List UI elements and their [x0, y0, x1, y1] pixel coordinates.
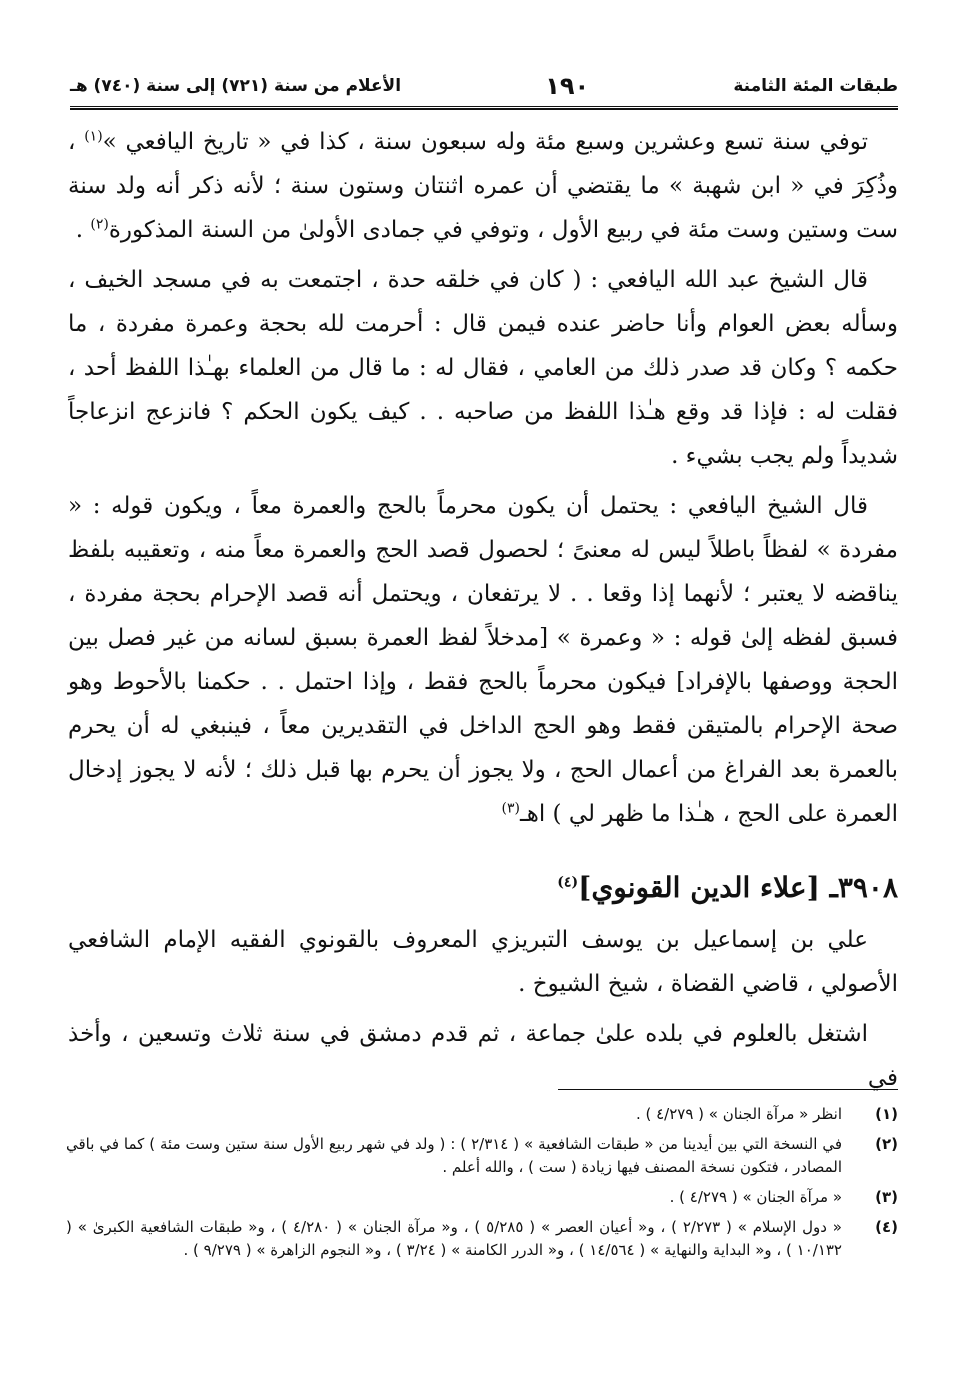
- footnote-text: « مرآة الجنان » ( ٤/٢٧٩ ) .: [669, 1188, 842, 1206]
- entry-paragraph-1: علي بن إسماعيل بن يوسف التبريزي المعروف بالقونوي الفقيه الإمام الشافعي الأصولي ، قاضي القضاة ، شيخ الشيوخ .: [68, 927, 898, 997]
- entry-heading: ٣٩٠٨ـ [علاء الدين القونوي]$^{(٤)}$: [557, 871, 898, 904]
- footnote-mark-4: (٤): [557, 874, 579, 891]
- footnote-2: [66, 1133, 898, 1179]
- running-header: [70, 68, 898, 104]
- paragraph-1: توفي سنة تسع وعشرين وسبع مئة وله سبعون سنة ، كذا في « تاريخ اليافعي »$^{(١)}$ ، وذُكِرَ في « ابن شهبة » ما يقتضي أن عمره اثنتان وستون سنة ؛ لأنه ذكر أنه ولد سنة ست وستين وست مئة في ربيع الأول ، وتوفي في جمادى الأولىٰ من السنة المذكورة$^{(٢)}$ .: [68, 128, 898, 243]
- paragraph-2: قال الشيخ عبد الله اليافعي : ( كان في خلقه حدة ، اجتمعت به في مسجد الخيف ، وسأله بعض العوام وأنا حاضر عنده فيمن قال : أحرمت لله بحجة وعمرة مفردة ، ما حكمه ؟ وكان قد صدر ذلك من العامي ، فقال له : ما قال من العلماء بهـٰذا اللفظ أحد ، فقلت له : فإذا قد وقع هـٰذا اللفظ من صاحبه . . كيف يكون الحكم ؟ فانزعج انزعاجاً شديداً ولم يجب بشيء .: [68, 267, 898, 469]
- footnote-number: (١): [875, 1105, 898, 1123]
- footnote-number: (٤): [875, 1218, 898, 1236]
- main-text: [68, 120, 898, 1106]
- header-left-title: الأعلام من سنة (٧٢١) إلى سنة (٧٤٠) هـ: [70, 76, 402, 96]
- footnote-1: [66, 1103, 898, 1126]
- footnote-text: « دول الإسلام » ( ٢/٢٧٣ ) ، و« أعيان العصر » ( ٥/٢٨٥ ) ، و« مرآة الجنان » ( ٤/٢٨٠ ) ، و« طبقات الشافعية الكبرىٰ » ( ١٠/١٣٢ ) ، و« البداية والنهاية » ( ١٤/٥٦٤ ) ، و« الدرر الكامنة » ( ٣/٢٤ ) ، و« النجوم الزاهرة » ( ٩/٢٧٩ ) .: [66, 1218, 842, 1259]
- footnote-4: [66, 1216, 898, 1262]
- footnote-mark-1: (١): [84, 128, 103, 145]
- footnote-3: [66, 1186, 898, 1209]
- page-number: ١٩٠: [545, 72, 590, 100]
- footnotes: [66, 1103, 898, 1269]
- footnote-mark-2: (٢): [90, 216, 109, 233]
- footnote-mark-3: (٣): [501, 800, 520, 817]
- footnote-divider: [558, 1089, 898, 1090]
- paragraph-3: قال الشيخ اليافعي : يحتمل أن يكون محرماً بالحج والعمرة معاً ، ويكون قوله : « مفردة » لفظاً باطلاً ليس له معنىً ؛ لحصول قصد الحج والعمرة معاً منه ، وتعقيبه بلفظ يناقضه لا يعتبر ؛ لأنهما إذا وقعا . . لا يرتفعان ، ويحتمل أنه قصد الإحرام بحجة مفردة ، فسبق لفظه إلىٰ قوله : « وعمرة » [مدخلاً لفظ العمرة بسبق لسانه من غير فصل بين الحجة ووصفها بالإفراد] فيكون محرماً بالحج فقط ، وإذا احتمل . . حكمنا بالأحوط وهو صحة الإحرام بالمتيقن فقط وهو الحج الداخل في التقديرين معاً ، فينبغي له أن يحرم بالعمرة بعد الفراغ من أعمال الحج ، ولا يجوز أن يحرم بها قبل ذلك ؛ لأنه لا يجوز إدخال العمرة على الحج ، هـٰذا ما ظهر لي ) اهـ$^{(٣)}$: [68, 493, 898, 827]
- entry-paragraph-2: اشتغل بالعلوم في بلده علىٰ جماعة ، ثم قدم دمشق في سنة ثلاث وتسعين ، وأخذ في: [68, 1021, 898, 1091]
- footnote-number: (٢): [875, 1135, 898, 1153]
- footnote-text: في النسخة التي بين أيدينا من « طبقات الشافعية » ( ٢/٣١٤ ) : ( ولد في شهر ربيع الأول سنة ستين وست مئة ) كما في باقي المصادر ، فتكون نسخة المصنف فيها زيادة ( ست ) ، والله أعلم .: [66, 1135, 842, 1176]
- header-right-title: طبقات المئة الثامنة: [733, 76, 898, 96]
- footnote-text: انظر « مرآة الجنان » ( ٤/٢٧٩ ) .: [635, 1105, 842, 1123]
- header-divider: [70, 106, 898, 110]
- footnote-number: (٣): [875, 1188, 898, 1206]
